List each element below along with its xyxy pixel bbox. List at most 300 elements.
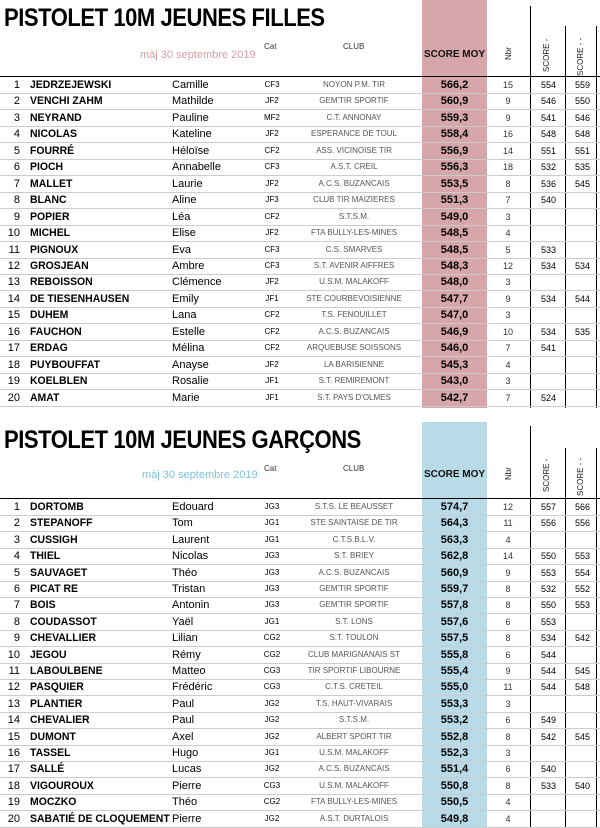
category-cell: CF2 <box>264 343 280 353</box>
firstname-cell: Laurent <box>172 533 210 546</box>
score-header: SCORE MOY <box>423 469 486 480</box>
club-cell: CLUB TIR MAIZIERES <box>313 195 395 205</box>
firstname-cell: Marie <box>172 391 200 404</box>
rank-cell: 1 <box>13 79 20 91</box>
score1-cell: 534 <box>540 633 557 644</box>
match-count-cell: 3 <box>505 310 511 321</box>
club-cell: STE SAINTAISE DE TIR <box>310 518 398 528</box>
club-cell: S.T. PAYS D'OLMES <box>317 392 391 402</box>
rank-cell: 6 <box>13 161 20 174</box>
lastname-cell: FOURRÉ <box>30 144 75 157</box>
score2-cell: 548 <box>574 129 591 140</box>
score2-cell: 551 <box>574 145 591 156</box>
rank-cell: 19 <box>7 375 20 388</box>
average-score-cell: 552,3 <box>440 747 469 759</box>
firstname-cell: Annabelle <box>172 161 221 174</box>
club-cell: TIR SPORTIF LIBOURNE <box>307 666 401 675</box>
match-count-cell: 4 <box>505 534 511 545</box>
average-score-cell: 547,7 <box>440 292 469 305</box>
table-row <box>0 532 600 548</box>
match-count-cell: 18 <box>502 162 513 173</box>
category-cell: JG3 <box>264 567 280 577</box>
category-cell: JF1 <box>265 392 279 402</box>
table-row <box>0 373 600 389</box>
table-row <box>0 515 600 531</box>
match-count-cell: 3 <box>505 698 511 709</box>
lastname-cell: ERDAG <box>30 342 68 355</box>
average-score-cell: 562,8 <box>440 550 469 563</box>
average-score-cell: 556,9 <box>440 144 469 157</box>
firstname-cell: Camille <box>172 79 209 91</box>
lastname-cell: JEGOU <box>30 648 67 661</box>
firstname-cell: Nicolas <box>172 550 209 563</box>
club-cell: C.T. ANNONAY <box>326 112 382 122</box>
rank-cell: 7 <box>13 599 20 612</box>
category-cell: CF2 <box>264 326 280 336</box>
table-row <box>0 597 600 613</box>
match-count-cell: 15 <box>502 80 513 90</box>
average-score-cell: 563,3 <box>440 533 469 546</box>
score1-cell: 550 <box>540 551 557 562</box>
match-count-cell: 8 <box>505 178 511 189</box>
table-row <box>0 499 600 515</box>
score1-cell: 534 <box>540 260 557 271</box>
match-count-cell: 3 <box>505 211 511 222</box>
rank-cell: 10 <box>7 227 20 240</box>
score1-cell: 556 <box>540 518 557 529</box>
score2-cell: 552 <box>574 584 591 594</box>
table-row <box>0 745 600 761</box>
average-score-cell: 574,7 <box>440 501 469 513</box>
firstname-cell: Lana <box>172 309 197 322</box>
category-cell: JG3 <box>264 600 280 610</box>
category-cell: CG3 <box>263 780 281 790</box>
score1-cell: 551 <box>540 145 557 156</box>
score2-cell: 553 <box>574 551 591 562</box>
match-count-cell: 12 <box>502 260 513 271</box>
lastname-cell: REBOISSON <box>30 276 93 289</box>
table-row <box>0 159 600 175</box>
category-cell: JF2 <box>265 359 279 369</box>
club-cell: U.S.M. MALAKOFF <box>319 277 389 287</box>
average-score-cell: 546,9 <box>440 325 469 338</box>
firstname-cell: Eva <box>172 243 191 256</box>
match-count-cell: 8 <box>505 600 511 611</box>
average-score-cell: 555,8 <box>440 648 469 661</box>
rank-cell: 6 <box>13 583 20 595</box>
average-score-cell: 543,0 <box>440 375 469 388</box>
score2-cell: 544 <box>574 293 591 304</box>
club-cell: CLUB MARIGNANAIS ST <box>307 649 400 659</box>
average-score-cell: 559,3 <box>440 111 469 124</box>
firstname-cell: Hugo <box>172 747 199 759</box>
match-count-cell: 3 <box>505 277 511 288</box>
rank-cell: 15 <box>7 309 20 322</box>
score2-cell: 556 <box>574 518 591 529</box>
score2-cell: 545 <box>574 666 591 676</box>
table-row <box>0 93 600 109</box>
club-cell: A.C.S. BUZANCAIS <box>318 764 390 774</box>
club-cell: S.T.S.M. <box>338 715 370 725</box>
score1-cell: 554 <box>540 80 557 90</box>
category-cell: JF2 <box>265 277 279 287</box>
lastname-cell: DE TIESENHAUSEN <box>30 292 130 305</box>
lastname-cell: BOIS <box>30 599 56 612</box>
match-count-cell: 16 <box>502 129 513 140</box>
girls-ranking-section <box>0 0 600 410</box>
lastname-cell: MICHEL <box>30 227 71 240</box>
club-cell: NOYON P.M. TIR <box>323 80 385 89</box>
rank-cell: 7 <box>13 177 20 190</box>
category-cell: CF2 <box>264 145 280 155</box>
match-count-cell: 10 <box>502 326 513 337</box>
firstname-cell: Rosalie <box>172 375 209 388</box>
average-score-cell: 549,8 <box>440 812 469 825</box>
average-score-cell: 548,0 <box>440 276 469 289</box>
average-score-cell: 548,5 <box>440 243 469 256</box>
category-cell: JF2 <box>265 228 279 238</box>
lastname-cell: PASQUIER <box>30 681 84 694</box>
table-row <box>0 778 600 794</box>
category-cell: JF1 <box>265 376 279 386</box>
average-score-cell: 553,2 <box>440 714 469 727</box>
table-row <box>0 274 600 290</box>
club-cell: T.S. FENOUILLET <box>321 310 387 320</box>
rank-cell: 8 <box>13 194 20 207</box>
table-row <box>0 663 600 679</box>
rank-cell: 17 <box>7 763 20 776</box>
category-cell: JG2 <box>264 731 280 741</box>
rank-cell: 9 <box>13 632 20 645</box>
match-count-cell: 9 <box>505 666 511 676</box>
rank-cell: 3 <box>13 533 20 546</box>
average-score-cell: 555,0 <box>440 681 469 694</box>
match-count-cell: 11 <box>503 518 513 529</box>
firstname-cell: Rémy <box>172 648 201 661</box>
category-cell: CG2 <box>263 797 281 807</box>
club-cell: A.C.S. BUZANCAIS <box>318 326 390 336</box>
table-row <box>0 340 600 356</box>
table-row <box>0 794 600 810</box>
match-count-cell: 6 <box>505 715 511 726</box>
boys-ranking-section <box>0 418 600 827</box>
rank-cell: 13 <box>7 697 20 710</box>
firstname-cell: Théo <box>172 566 198 579</box>
category-cell: JG2 <box>264 715 280 725</box>
nbr-header: Nbr <box>504 47 513 60</box>
match-count-cell: 7 <box>505 195 511 206</box>
average-score-cell: 553,5 <box>440 177 469 190</box>
match-count-cell: 8 <box>505 584 511 594</box>
score1-header: SCORE - <box>542 458 551 492</box>
lastname-cell: SALLÉ <box>30 763 65 776</box>
firstname-cell: Aline <box>172 194 197 207</box>
match-count-cell: 4 <box>505 813 511 824</box>
score2-cell: 566 <box>574 502 591 512</box>
score1-cell: 540 <box>540 195 557 206</box>
match-count-cell: 6 <box>505 649 511 660</box>
club-cell: S.T. BRIEY <box>333 551 374 561</box>
firstname-cell: Mathilde <box>172 95 214 108</box>
table-row <box>0 176 600 192</box>
table-row <box>0 712 600 728</box>
rank-cell: 9 <box>13 210 20 223</box>
firstname-cell: Emily <box>172 292 199 305</box>
firstname-cell: Tristan <box>172 583 206 595</box>
rank-cell: 1 <box>13 501 20 513</box>
club-cell: ALBERT SPORT TIR <box>316 731 392 741</box>
score2-cell: 546 <box>574 112 591 123</box>
club-cell: GEM'TIR SPORTIF <box>319 96 389 106</box>
average-score-cell: 547,0 <box>440 309 469 322</box>
score1-cell: 542 <box>540 731 557 742</box>
club-cell: C.T.S. CRETEIL <box>325 682 383 692</box>
table-row <box>0 77 600 93</box>
score2-cell: 545 <box>574 731 591 742</box>
table-row <box>0 209 600 225</box>
table-row <box>0 729 600 745</box>
average-score-cell: 550,8 <box>440 779 469 792</box>
club-cell: A.C.S. BUZANCAIS <box>318 178 390 188</box>
firstname-cell: Anayse <box>172 358 209 371</box>
match-count-cell: 4 <box>505 797 511 808</box>
score2-cell: 559 <box>574 80 591 90</box>
rank-cell: 20 <box>7 812 20 825</box>
rank-cell: 13 <box>7 276 20 289</box>
club-cell: S.T. REMIREMONT <box>318 376 390 386</box>
match-count-cell: 9 <box>505 112 511 123</box>
club-cell: FTA BULLY-LES-MINES <box>310 228 398 238</box>
match-count-cell: 6 <box>505 616 511 627</box>
match-count-cell: 5 <box>505 244 511 255</box>
rank-cell: 2 <box>13 95 20 108</box>
club-cell: ASS. VICINOISE TIR <box>316 145 392 155</box>
club-cell: ESPERANCE DE TOUL <box>311 129 397 139</box>
lastname-cell: DUMONT <box>30 730 76 743</box>
club-cell: C.T.S.B.L.V. <box>332 534 376 544</box>
lastname-cell: JEDRZEJEWSKI <box>30 79 112 91</box>
rank-cell: 11 <box>8 243 20 256</box>
score2-header: SCORE - - <box>576 37 585 76</box>
average-score-cell: 551,4 <box>440 763 469 776</box>
match-count-cell: 7 <box>505 343 511 354</box>
boys-update-date: màj 30 septembre 2019 <box>142 469 258 481</box>
table-row <box>0 307 600 323</box>
category-cell: JG2 <box>264 764 280 774</box>
score2-cell: 553 <box>574 600 591 611</box>
score2-header: SCORE - - <box>576 457 585 496</box>
lastname-cell: GROSJEAN <box>30 259 89 272</box>
firstname-cell: Pierre <box>172 779 202 792</box>
lastname-cell: KOELBLEN <box>30 375 88 388</box>
average-score-cell: 558,4 <box>440 128 469 141</box>
category-cell: JG1 <box>264 616 280 626</box>
score-header: SCORE MOY <box>423 49 486 60</box>
firstname-cell: Ambre <box>172 259 205 272</box>
firstname-cell: Paul <box>172 697 195 710</box>
boys-title: PISTOLET 10M JEUNES GARÇONS <box>4 426 361 454</box>
club-cell: A.S.T. CREIL <box>330 162 378 172</box>
match-count-cell: 14 <box>502 145 513 156</box>
score1-cell: 533 <box>540 780 557 791</box>
score1-cell: 541 <box>540 343 557 354</box>
table-row <box>0 225 600 241</box>
lastname-cell: STEPANOFF <box>30 517 93 530</box>
firstname-cell: Frédéric <box>172 681 213 694</box>
match-count-cell: 11 <box>503 682 513 693</box>
rank-cell: 18 <box>7 358 20 371</box>
category-cell: CG3 <box>263 666 281 675</box>
club-header: CLUB <box>343 464 365 473</box>
match-count-cell: 6 <box>505 764 511 775</box>
category-cell: CG3 <box>263 682 281 692</box>
rank-cell: 17 <box>7 342 20 355</box>
club-cell: GEM'TIR SPORTIF <box>319 584 389 593</box>
lastname-cell: VIGOUROUX <box>30 779 94 792</box>
club-header: CLUB <box>343 42 365 51</box>
table-row <box>0 811 600 827</box>
lastname-cell: SABATIÉ DE CLOQUEMENT <box>30 812 170 825</box>
score1-cell: 532 <box>540 584 557 594</box>
average-score-cell: 545,3 <box>440 358 469 371</box>
match-count-cell: 3 <box>505 376 511 387</box>
category-cell: CG2 <box>263 649 281 659</box>
rank-cell: 2 <box>13 517 20 530</box>
lastname-cell: PIOCH <box>30 161 64 174</box>
table-row <box>0 126 600 142</box>
nbr-header: Nbr <box>504 467 513 480</box>
rank-cell: 19 <box>7 796 20 809</box>
rank-cell: 5 <box>13 144 20 157</box>
lastname-cell: SAUVAGET <box>30 566 88 579</box>
club-cell: S.T. LONS <box>335 616 373 626</box>
firstname-cell: Kateline <box>172 128 212 141</box>
score1-cell: 553 <box>540 616 557 627</box>
table-row <box>0 242 600 258</box>
score1-cell: 557 <box>540 502 557 512</box>
rank-cell: 8 <box>13 615 20 628</box>
table-row <box>0 548 600 564</box>
firstname-cell: Théo <box>172 796 198 809</box>
lastname-cell: PIGNOUX <box>30 243 79 256</box>
lastname-cell: PLANTIER <box>30 697 83 710</box>
average-score-cell: 555,4 <box>440 665 469 677</box>
rank-cell: 5 <box>13 566 20 579</box>
club-cell: U.S.M. MALAKOFF <box>319 748 389 757</box>
rank-cell: 3 <box>13 111 20 124</box>
score2-cell: 554 <box>574 567 591 578</box>
rank-cell: 15 <box>7 730 20 743</box>
firstname-cell: Héloïse <box>172 144 210 157</box>
category-cell: MF2 <box>264 112 280 122</box>
lastname-cell: TASSEL <box>30 747 71 759</box>
club-cell: S.T.S.M. <box>338 211 370 221</box>
score1-cell: 540 <box>540 764 557 775</box>
score1-cell: 546 <box>540 96 557 107</box>
club-cell: A.C.S. BUZANCAIS <box>318 567 390 577</box>
match-count-cell: 3 <box>505 748 511 758</box>
firstname-cell: Mélina <box>172 342 205 355</box>
category-cell: CF3 <box>264 260 280 270</box>
lastname-cell: DORTOMB <box>30 501 84 513</box>
score2-cell: 542 <box>574 633 591 644</box>
average-score-cell: 552,8 <box>440 730 469 743</box>
score1-cell: 544 <box>540 682 557 693</box>
average-score-cell: 557,8 <box>440 599 469 612</box>
category-cell: JG2 <box>264 698 280 708</box>
firstname-cell: Tom <box>172 517 193 530</box>
table-row <box>0 192 600 208</box>
club-cell: T.S. HAUT-VIVARAIS <box>315 698 393 708</box>
firstname-cell: Axel <box>172 730 194 743</box>
category-cell: JG3 <box>264 502 280 511</box>
lastname-cell: COUDASSOT <box>30 615 97 628</box>
lastname-cell: NEYRAND <box>30 111 82 124</box>
table-row <box>0 143 600 159</box>
rank-cell: 12 <box>7 681 20 694</box>
category-cell: JF1 <box>265 293 279 303</box>
lastname-cell: DUHEM <box>30 309 69 322</box>
club-cell: ARQUEBUSE SOISSONS <box>306 343 402 353</box>
lastname-cell: AMAT <box>30 391 60 404</box>
firstname-cell: Pierre <box>172 812 202 825</box>
score1-cell: 544 <box>540 666 557 676</box>
rank-cell: 10 <box>7 648 20 661</box>
category-cell: CG2 <box>263 633 281 643</box>
match-count-cell: 9 <box>505 96 511 107</box>
score2-cell: 550 <box>574 96 591 107</box>
average-score-cell: 548,3 <box>440 259 469 272</box>
score1-cell: 548 <box>540 129 557 140</box>
average-score-cell: 557,5 <box>440 632 469 645</box>
category-cell: JG1 <box>264 534 280 544</box>
average-score-cell: 556,3 <box>440 161 469 174</box>
table-row <box>0 565 600 581</box>
score2-cell: 535 <box>574 162 591 173</box>
average-score-cell: 549,0 <box>440 210 469 223</box>
firstname-cell: Matteo <box>172 665 206 677</box>
club-cell: S.T. AVENIR AIFFRES <box>313 260 395 270</box>
rank-cell: 18 <box>7 779 20 792</box>
table-row <box>0 110 600 126</box>
lastname-cell: BLANC <box>30 194 67 207</box>
lastname-cell: MALLET <box>30 177 73 190</box>
club-cell: U.S.M. MALAKOFF <box>319 780 389 790</box>
lastname-cell: POPIER <box>30 210 70 223</box>
table-row <box>0 679 600 695</box>
match-count-cell: 12 <box>502 502 513 512</box>
score1-cell: 544 <box>540 649 557 660</box>
category-cell: JG2 <box>264 813 280 823</box>
score2-cell: 545 <box>574 178 591 189</box>
rank-cell: 4 <box>13 550 20 563</box>
average-score-cell: 548,5 <box>440 227 469 240</box>
club-cell: C.S. SMARVES <box>325 244 383 254</box>
club-cell: FTA BULLY-LES-MINES <box>310 797 398 807</box>
score1-cell: 524 <box>540 392 557 403</box>
score1-cell: 541 <box>540 112 557 123</box>
score1-cell: 532 <box>540 162 557 173</box>
table-row <box>0 614 600 630</box>
category-cell: JF3 <box>265 195 279 205</box>
table-row <box>0 696 600 712</box>
lastname-cell: PUYBOUFFAT <box>30 358 101 371</box>
rank-cell: 14 <box>7 292 20 305</box>
category-cell: JG3 <box>264 584 280 593</box>
firstname-cell: Lilian <box>172 632 198 645</box>
rank-cell: 20 <box>7 391 20 404</box>
category-cell: CF2 <box>264 310 280 320</box>
